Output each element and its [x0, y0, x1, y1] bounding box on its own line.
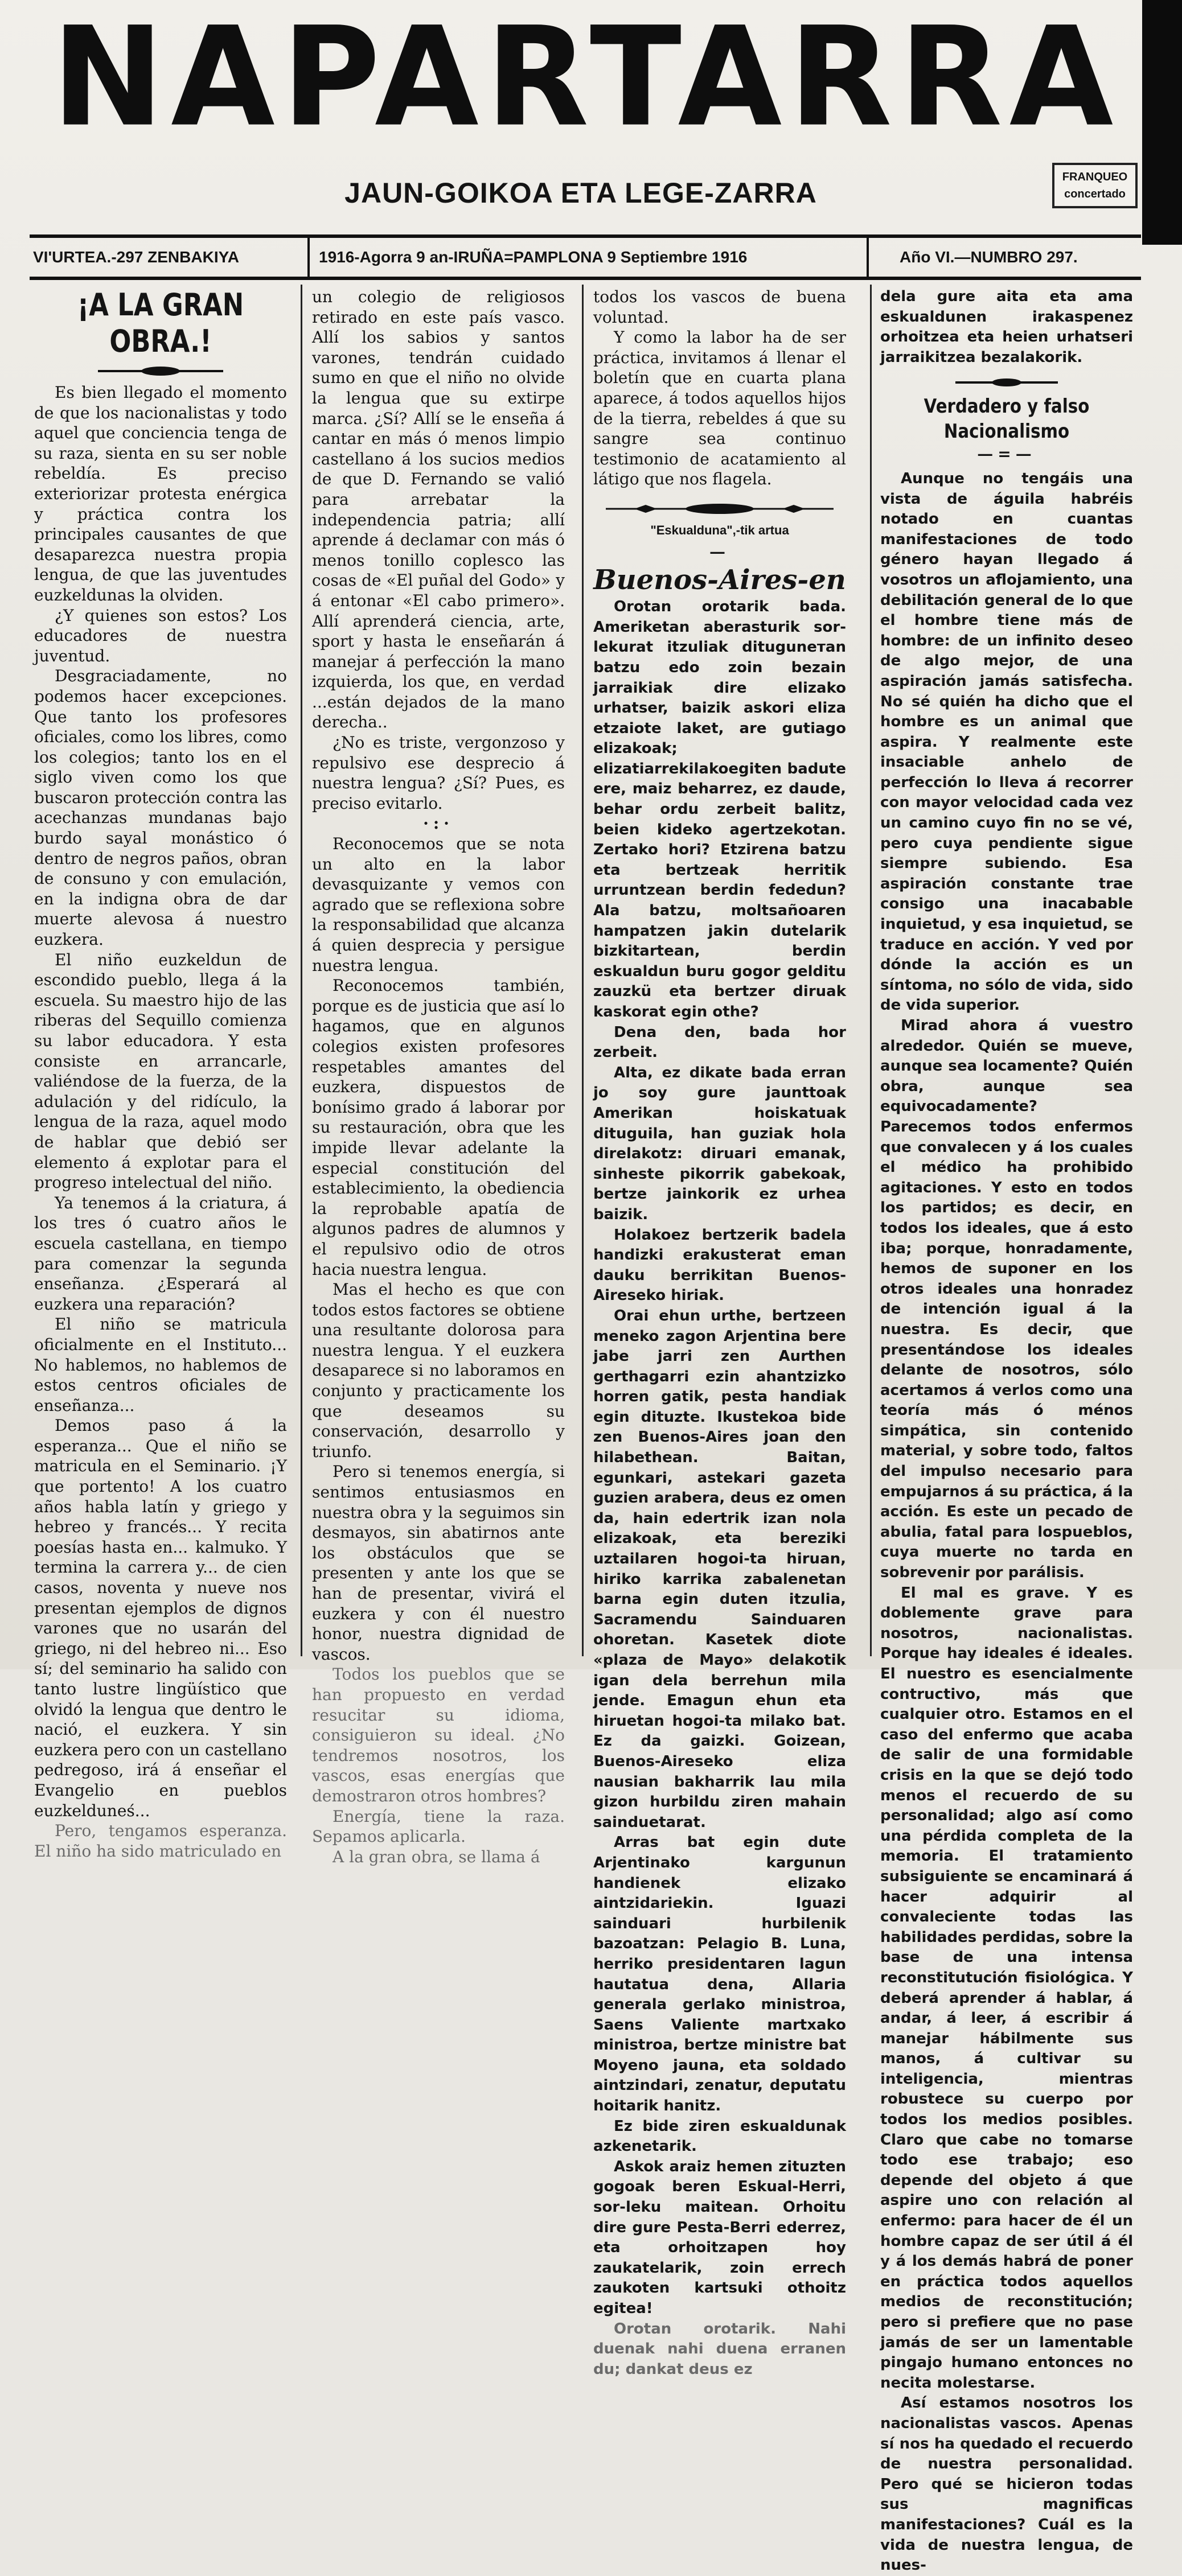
edge-mark	[1142, 0, 1182, 245]
paragraph: Ya tenemos á la criatura, á los tres ó cuatro años le escuela castellana, en tiempo para comenzar la segunda enseñanza. ¿Esperará al euzkera una reparación?	[34, 1193, 287, 1314]
info-divider	[307, 238, 310, 277]
paragraph: Arras bat egin dute Arjentinako kargunun handienek elizako aintzidariekin. Iguazi sainduari hurbilenik bazoatzan: Pelagio B. Luna, herriko presidentaren lagun hautatua dena, Allaria generala gerlako ministroa, Saens Valiente martxako ministroa, bertze ministre bat Moyeno jauna, eta soldado aintzindari, zenatur, deputatu hoitarik hanitz.	[593, 1834, 846, 2115]
franqueo-stamp: FRANQUEO concertado	[1052, 163, 1138, 208]
bottom-rule	[30, 277, 1141, 280]
paragraph: El mal es grave. Y es doblemente grave para nosotros, nacionalistas. Porque hay ideales é ideales. El nuestro es esencialmente contructivo, más que cualquier otro. Estamos en el caso del enfermo que acaba de salir de una formidable crisis en la que se dejó todo menos el recuerdo de su personalidad; algo así como una pérdida completa de la memoria. El tratamiento subsiguiente se encaminará á hacer adquirir al convaleciente todas las habilidades perdidas, sobre la base de una intensa reconstitutución fisiológica. Y deberá aprender á hablar, á andar, á leer, á escribir á manejar hábilmente sus manos, á cultivar su inteligencia, mientras robustece su cuerpo por todos los medios posibles. Claro que cabe no tomarse todo ese trabajo; eso depende del objeto á que aspire uno con relación al enfermo: para hacer de él un hombre capaz de ser útil á él y á los demás habrá de poner en práctica todos aquellos medios de reconstitución; pero si prefiere que no pase jamás de ser un lamentable pingajo humano entonces no necita molestarse.	[880, 1584, 1133, 2392]
paragraph: Pero, tengamos esperanza. El niño ha sido matriculado en	[34, 1821, 287, 1861]
paragraph: Alta, ez dikate bada erran jo soy gure jaunttoak Amerikan hoiskatuak dituguila, han guziak hola direlakotz: diruari emanak, sinheste pikorrik gabekoak, bertze jainkorik ez urhea baizik.	[593, 1064, 846, 1223]
paragraph: Orai ehun urthe, bertzeen meneko zagon Arjentina bere jabe jarri zen Aurthen gerthagarri ezin ahantzizko horren gatik, pesta handiak egin dituzte. Ikustekoa bide zen Buenos-Aires joan den hilabethean. Baitan, egunkari, astekari gazeta guzien arabera, deus ez omen da, hain edertrik izan nola elizakoak, eta bereziki uztailaren hogoi-ta hiruan, hiriko karrika zabalenetan barna egin duten itzulia, Sacramendu Sainduaren ohoretan. Kasetek diote «plaza de Mayo» delakotik igan dela berrehun mila jende. Emagun ehun eta hiruetan hogoi-ta milako bat. Ez da gaizki. Goizean, Buenos-Aireseko eliza nausian bakharrik lau mila gizon hurbildu ziren mahain sainduetarat.	[593, 1307, 846, 1831]
paragraph: Pero si tenemos energía, si sentimos entusiasmos en nuestra obra y la seguimos sin desmayos, sin abatirnos ante los obstáculos que se presenten y ante los que se han de presentar, vivirá el euzkera y con él nuestro honor, nuestra dignidad de vascos.	[312, 1462, 565, 1664]
paragraph: Es bien llegado el momento de que los nacionalistas y todo aquel que conciencia tenga de su raza, sienta en su ser noble rebeldía. Es preciso exteriorizar protesta enérgica y práctica contra los principales causantes de que desaparezca nuestra propia lengua, de que las juventudes euzkeldunas la olviden.	[34, 383, 287, 604]
issue-volume: Año VI.—NUMBRO 297.	[900, 248, 1078, 266]
ornament-divider	[34, 362, 287, 375]
article-headline: Buenos-Aires-en	[593, 564, 846, 596]
masthead	[19, 0, 1164, 157]
column-4	[880, 287, 1133, 2574]
paragraph: Demos paso á la esperanza... Que el niño se matricula en el Seminario. ¡Y que portento! A los cuatro años habla latín y griego y hebreo y francés... Y recita poesías hasta en... kalmuko. Y termina la carrera y... de cien casos, noventa y nueve nos presentan ejemplos de dignos varones que no usarán del griego, ni del hebreo ni... Eso sí; del seminario ha salido con tanto lustre lingüístico que olvidó la lengua que dentro le nació, el euzkera. Y sin euzkera pero con un castellano pedregoso, irá á enseñar el Evangelio en pueblos euzkelduneś...	[34, 1416, 288, 1820]
paragraph: Todos los pueblos que se han propuesto en verdad resucitar su idioma, consiguieron su ideal. ¿No tendremos nosotros, los vascos, esas energías que demostraron otros hombres?	[312, 1665, 565, 1805]
article-source: "Eskualduna",-tik artua	[650, 522, 789, 537]
ornament-divider	[880, 373, 1133, 386]
column-rule	[870, 285, 872, 1656]
article-headline: ¡A LA GRAN OBRA.!	[77, 287, 244, 359]
paragraph: un colegio de religiosos retirado en este país vasco. Allí los sabios y santos varones, tendrán cuidado sumo en que el niño no olvide la lengua que su extirpe marca. ¿Sí? Allí se le enseña á cantar en más ó menos limpio castellano á los sucios medios de que D. Fernando se valió para arrebatar la independencia patria; allí aprende á declamar con más ó menos tonillo coplesco las cosas de «El puñal del Godo» y á entonar «El cabo primero». Allí aprenderá ciencia, arte, sport y hasta le enseñarán á manejar á perfección la mano izquierda, los que, en verdad ...están dejados de la mano derecha..	[312, 287, 565, 732]
paragraph: Desgraciadamente, no podemos hacer excepciones. Que tanto los profesores oficiales, como los libres, como los colegios; tanto los en el siglo viven como los que buscaron protección contra las acechanzas mundanas bajo burdo sayal monástico ó dentro de negros paños, obran de consuno y con emulación, en la indigna obra de dar muerte alevosa á nuestro euzkera.	[34, 666, 287, 949]
paragraph: Ez bide ziren eskualdunak azkenetarik.	[593, 2117, 846, 2155]
paragraph: Mas el hecho es que con todos estos factores se obtiene una resultante dolorosa para nuestra lengua. Y el euzkera desaparece si no laboramos en conjunto y practicamente los que deseamos su conservación, desarrollo y triunfo.	[312, 1280, 565, 1461]
paragraph: Orotan orotarik. Nahi duenak nahi duena erranen du; dankat deus ez	[593, 2320, 846, 2378]
paragraph: El niño se matricula oficialmente en el Instituto... No hablemos, no hablemos de estos centros oficiales de enseñanza...	[34, 1315, 287, 1415]
small-rule: —=—	[977, 445, 1036, 464]
section-dots: ·:·	[423, 814, 454, 833]
newspaper-title: NAPARTARRA	[51, 0, 1121, 157]
column-rule	[582, 285, 584, 1656]
issue-date-place: 1916-Agorra 9 an-IRUÑA=PAMPLONA 9 Septiembre 1916	[319, 248, 748, 266]
column-1	[34, 287, 288, 1861]
ornament-divider	[593, 500, 846, 512]
column-3	[593, 287, 846, 2378]
paragraph: Energía, tiene la raza. Sepamos aplicarla.	[312, 1807, 565, 1846]
paragraph: Orotan orotarik bada. Ameriketan aberasturik sor-lekurat itzuliak dituguneтan batzu edo zoin bezain jarraikiak dire elizako urhatser, baizik askori eliza etzaiote laket, are gutiago elizakoak; elizatiarrekilakoegiten badute ere, maiz beharrez, ez daude, behar ordu zerbeit balitz, beien kideko agertzekotan. Zertako hori? Etzirena batzu eta bertzeak herritik urruntzean berdin fededun? Ala batzu, moltsañoaren hampatzen jakin dutelarik bizkitartean, berdin eskualdun buru gogor gelditu zauzkü eta bertzer diruak kaskorat egin othe?	[593, 598, 846, 1020]
paragraph: Mirad ahora á vuestro alrededor. Quién se mueve, aunque sea locamente? Quién obra, aunque sea equivocadamente? Parecemos todos enfermos que convalecen y á los cuales el médico ha prohibido agitaciones. Y esto en todos los partidos; es decir, en todos los ideales, que á esto iba; porque, honradamente, hemos de suponer en los otros ideales una honradez de intención igual á la nuestra. Es decir, que presentándose los ideales delante de nosotros, sólo acertamos á verlos como una teoría más ó ménos simpática, sin contenido material, y sobre todo, faltos del impulso necesario para empujarnos á su práctica, á la acción. Es este un pecado de abulia, fatal para lospueblos, cuya muerte no tarda en sobrevenir por parálisis.	[880, 1017, 1133, 1582]
paragraph: El niño euzkeldun de escondido pueblo, llega á la escuela. Su maestro hijo de las riberas del Sequillo comienza su labor educadora. Y esta consiste en arrancarle, valiéndose de la fuerza, de la adulación y del ridículo, la lengua de la raza, aquel modo de hablar que debió ser elemento á explotar para el progreso intelectual del niño.	[34, 950, 287, 1192]
article-headline: Verdadero y falso Nacionalismo	[924, 395, 1090, 443]
top-rule	[30, 234, 1141, 238]
issue-year-number: VI'URTEA.-297 ZENBAKIYA	[33, 248, 239, 266]
paragraph: ¿Y quienes son estos? Los educadores de nuestra juventud.	[34, 606, 287, 665]
paragraph: todos los vascos de buena voluntad.	[593, 287, 846, 327]
paragraph: Holakoez bertzerik badela handizki erakusterat eman dauku berrikitan Buenos-Aireseko hiriak.	[593, 1226, 846, 1305]
paragraph: ¿No es triste, vergonzoso y repulsivo ese desprecio á nuestra lengua? ¿Sí? Pues, es preciso evitarlo.	[312, 733, 565, 813]
column-rule	[301, 285, 302, 1656]
paragraph: dela gure aita eta ama eskualdunen irakaspenez orhoitzea eta heien urhatseri jarraikitzea bezalakorik.	[880, 288, 1133, 366]
newspaper-motto: JAUN-GOIKOA ETA LEGE-ZARRA	[344, 177, 817, 209]
paragraph: Dena den, bada hor zerbeit.	[593, 1023, 846, 1061]
small-rule: —	[709, 542, 730, 561]
paragraph: Aunque no tengáis una vista de águila habréis notado en cuantas manifestaciones de todo género hayan llegado á vosotros un aflojamiento, una debilitación general de lo que el hombre tiene más de hombre: de un infinito deseo de algo mejor, de una aspiración jamás satisfecha. No sé quién ha dicho que el hombre es un animal que aspira. Y realmente este insaciable anhelo de perfección lo lleva á recorrer con mayor velocidad cada vez un camino cuyo fin no se vé, pero cuya pendiente sigue siempre subiendo. Esa aspiración constante trae consigo una inacabable inquietud, y esa inquietud, se traduce en acción. Y ved por dónde la acción es un síntoma, no sólo de vida, sido de vida superior.	[880, 470, 1133, 1014]
paragraph: Y como la labor ha de ser práctica, invitamos á llenar el boletín que en cuarta plana aparece, á todos aquellos hijos de la tierra, rebeldes á que su sangre sea continuo testimonio de acatamiento al látigo que nos flagela.	[593, 328, 846, 489]
paragraph: Reconocemos que se nota un alto en la labor devasquizante y vemos con agrado que se reflexiona sobre la responsabilidad que alcanza á quien desprecia y persigue nuestra lengua.	[312, 834, 565, 975]
info-divider	[867, 238, 869, 277]
column-2	[312, 287, 565, 1866]
paragraph: Askok araiz hemen zituzten gogoak beren Eskual-Herri, sor-leku maitean. Orhoitu dire gure Pesta-Berri ederrez, eta orhoitzapen hoy zaukatelarik, zoin errech zaukoten kartsuki othoitz egitea!	[593, 2158, 846, 2317]
paragraph: A la gran obra, se llama á	[333, 1847, 540, 1866]
paragraph: Reconocemos también, porque es de justicia que así lo hagamos, que en algunos colegios existen profesores respetables amantes del euzkera, dispuestos de bonísimo grado á laborar por su restauración, obra que les impide llevar adelante la especial constitución del establecimiento, la obediencia la reprobable apatía de algunos padres de alumnos y el repulsivo odio de otros hacia nuestra lengua.	[312, 976, 565, 1279]
paragraph: Así estamos nosotros los nacionalistas vascos. Apenas sí nos ha quedado el recuerdo de nuestra personalidad. Pero qué se hicieron todas sus magnificas manifestaciones? Cuál es la vida de nuestra lengua, de nues-	[880, 2394, 1133, 2574]
